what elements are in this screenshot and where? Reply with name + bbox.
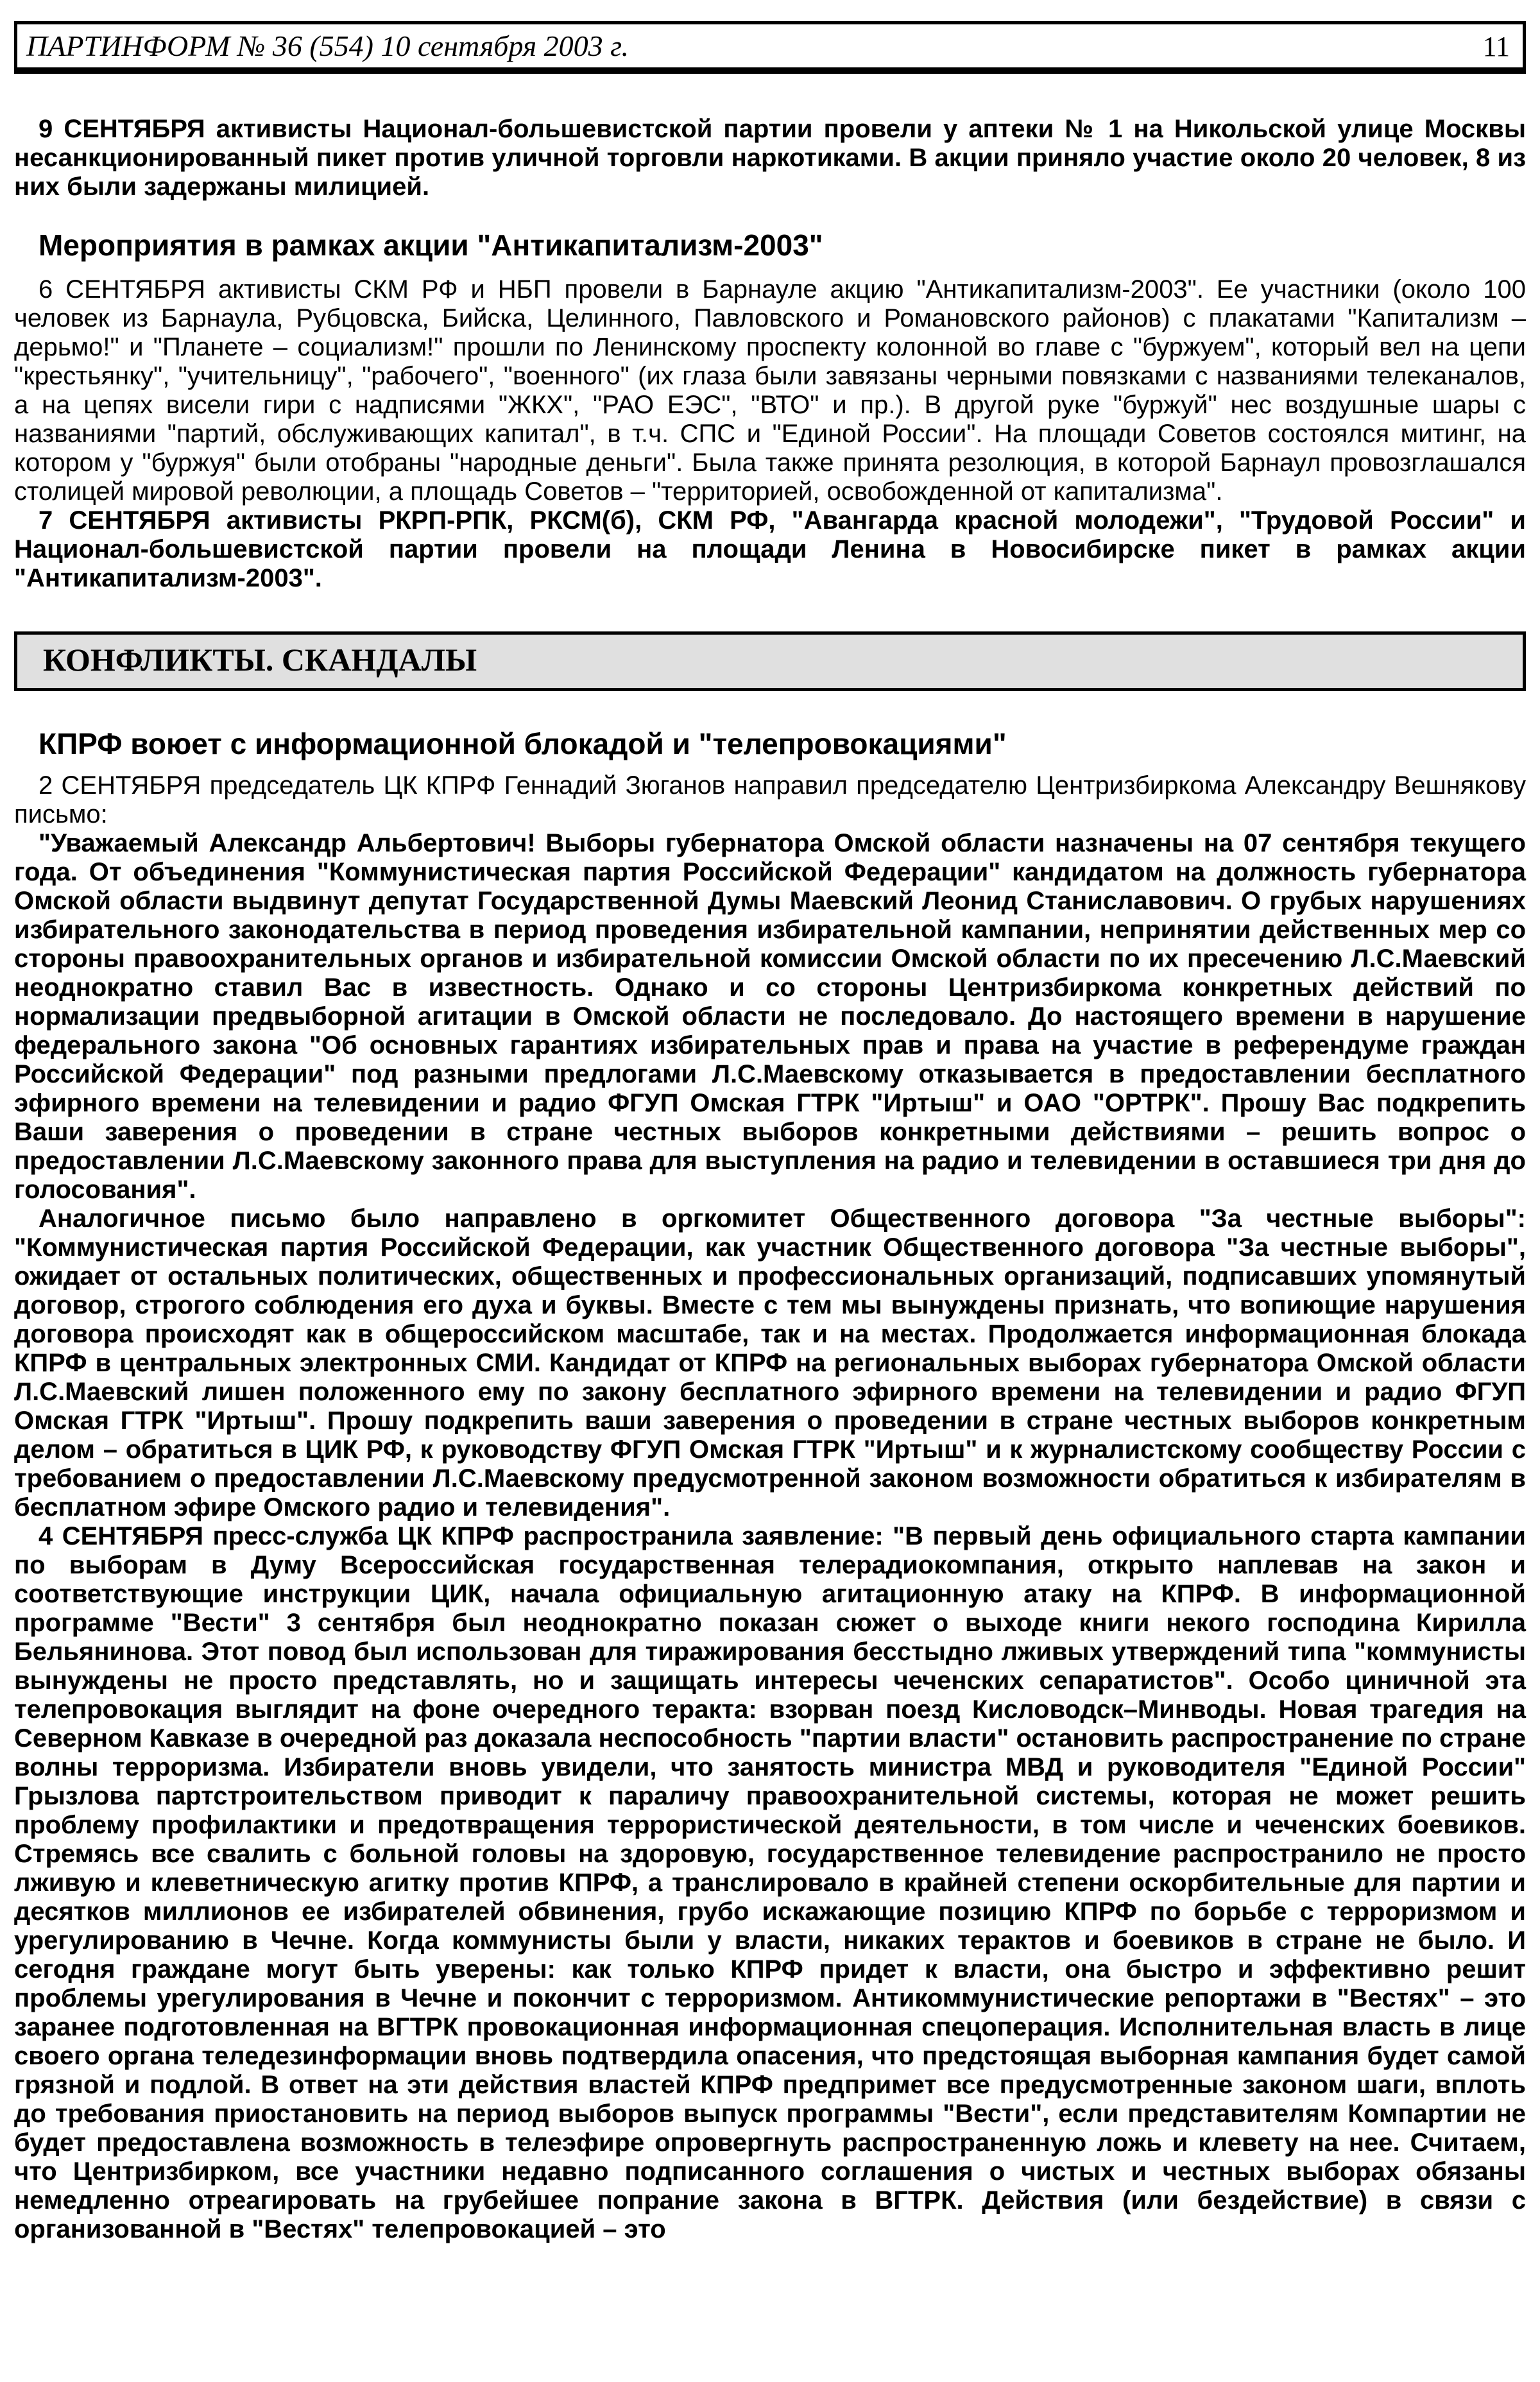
news-item-sep6: 6 СЕНТЯБРЯ активисты СКМ РФ и НБП провели в Барнауле акцию "Антикапитализм-2003". Ее участники (около 100 человек из Барнаула, Рубцовска, Бийска, Целинного, Павловского и Романовского районов) с плакатами "Капитализм – дерьмо!" и "Планете – социализм!" прошли по Ленинскому проспекту колонной во главе с "буржуем", который вел на цепи "крестьянку", "учительницу", "рабочего", "военного" (их глаза были завязаны черными повязками с названиями телеканалов, а на цепях висели гири с надписями "ЖКХ", "РАО ЕЭС", "ВТО" и пр.). В другой руке "буржуй" нес воздушные шары с названиями "партий, обслуживающих капитал", в т.ч. СПС и "Единой России". На площади Советов состоялся митинг, на котором у "буржуя" были отобраны "народные деньги". Была также принята резолюция, в которой Барнаул провозглашался столицей мировой революции, а площадь Советов – "территорией, освобожденной от капитализма". (14, 275, 1526, 506)
newsletter-title: ПАРТИНФОРМ № 36 (554) 10 сентября 2003 г. (26, 30, 629, 62)
news-item-sep7: 7 СЕНТЯБРЯ активисты РКРП-РПК, РКСМ(б), СКМ РФ, "Авангарда красной молодежи", "Трудовой России" и Национал-большевистской партии провели на площади Ленина в Новосибирске пикет в рамках акции "Антикапитализм-2003". (14, 506, 1526, 592)
news-item-sep2: 2 СЕНТЯБРЯ председатель ЦК КПРФ Геннадий Зюганов направил председателю Центризбиркома Александру Вешнякову письмо: (14, 771, 1526, 828)
page-header (14, 21, 1526, 74)
subsection-heading-kprf: КПРФ воюет с информационной блокадой и "телепровокациями" (38, 726, 1007, 760)
section-header-label: КОНФЛИКТЫ. СКАНДАЛЫ (43, 641, 477, 678)
news-item-sep9: 9 СЕНТЯБРЯ активисты Национал-большевистской партии провели у аптеки № 1 на Никольской улице Москвы несанкционированный пикет против уличной торговли наркотиками. В акции приняло участие около 20 человек, 8 из них были задержаны милицией. (14, 114, 1526, 201)
subsection-heading-anticapitalism: Мероприятия в рамках акции "Антикапитализм-2003" (38, 228, 823, 262)
page-number: 11 (1482, 31, 1510, 62)
open-letter-text: Аналогичное письмо было направлено в оргкомитет Общественного договора "За честные выборы": "Коммунистическая партия Российской Федерации, как участник Общественного договора "За честные выборы", ожидает от остальных политических, общественных и профессиональных организаций, подписавших упомянутый договор, строгого соблюдения его духа и буквы. Вместе с тем мы вынуждены признать, что вопиющие нарушения договора происходят как в общероссийском масштабе, так и на местах. Продолжается информационная блокада КПРФ в центральных электронных СМИ. Кандидат от КПРФ на региональных выборах губернатора Омской области Л.С.Маевский лишен положенного ему по закону бесплатного эфирного времени на телевидении и радио ФГУП Омская ГТРК "Иртыш". Прошу подкрепить ваши заверения о проведении в стране честных выборов конкретным делом – обратиться в ЦИК РФ, к руководству ФГУП Омская ГТРК "Иртыш" и к журналистскому сообществу России с требованием о предоставлении Л.С.Маевскому предусмотренной законом возможности обратиться к избирателям в бесплатном эфире Омского радио и телевидения". (14, 1204, 1526, 1521)
press-release-sep4-text: 4 СЕНТЯБРЯ пресс-служба ЦК КПРФ распространила заявление: "В первый день официального старта кампании по выборам в Думу Всероссийская государственная телерадиокомпания, открыто наплевав на закон и соответствующие инструкции ЦИК, начала официальную агитационную атаку на КПРФ. В информационной программе "Вести" 3 сентября был неоднократно показан сюжет о выходе книги некого господина Кирилла Бельянинова. Этот повод был использован для тиражирования бесстыдно лживых утверждений типа "коммунисты вынуждены не просто представлять, но и защищать интересы чеченских сепаратистов". Особо циничной эта телепровокация выглядит на фоне очередного теракта: взорван поезд Кисловодск–Минводы. Новая трагедия на Северном Кавказе в очередной раз доказала неспособность "партии власти" остановить распространение по стране волны терроризма. Избиратели вновь увидели, что занятость министра МВД и руководителя "Единой России" Грызлова партстроительством приводит к параличу правоохранительной системы, которая не может решить проблему профилактики и предотвращения террористической деятельности, в том числе и чеченских боевиков. Стремясь все свалить с больной головы на здоровую, государственное телевидение распространило не просто лживую и клеветническую агитку против КПРФ, а транслировало в крайней степени оскорбительные для партии и десятков миллионов ее избирателей обвинения, грубо искажающие позицию КПРФ по борьбе с терроризмом и урегулированию в Чечне. Когда коммунисты были у власти, никаких терактов и боевиков в стране не было. И сегодня граждане могут быть уверены: как только КПРФ придет к власти, она быстро и эффективно решит проблемы урегулирования в Чечне и покончит с терроризмом. Антикоммунистические репортажи в "Вестях" – это заранее подготовленная на ВГТРК провокационная информационная спецоперация. Исполнительная власть в лице своего органа теледезинформации вновь подтвердила опасения, что предстоящая выборная кампания будет самой грязной и подлой. В ответ на эти действия властей КПРФ предпримет все предусмотренные законом шаги, вплоть до требования приостановить на период выборов выпуск программы "Вести", если представителям Компартии не будет предоставлена возможность в телеэфире опровергнуть распространенную ложь и клевету на нее. Считаем, что Центризбирком, все участники недавно подписанного соглашения о чистых и честных выборах обязаны немедленно отреагировать на грубейшее попрание закона в ВГТРК. Действия (или бездействие) в связи с организованной в "Вестях" телепровокацией – это (14, 1521, 1526, 2243)
section-header-conflicts-scandals (14, 631, 1526, 691)
zyuganov-letter-text: "Уважаемый Александр Альбертович! Выборы губернатора Омской области назначены на 07 сентября текущего года. От объединения "Коммунистическая партия Российской Федерации" кандидатом на должность губернатора Омской области выдвинут депутат Государственной Думы Маевский Леонид Станиславович. О грубых нарушениях избирательного законодательства в период проведения избирательной кампании, непринятии действенных мер со стороны правоохранительных органов и избирательной комиссии Омской области по их пресечению Л.С.Маевский неоднократно ставил Вас в известность. Однако и со стороны Центризбиркома конкретных действий по нормализации предвыборной агитации в Омской области не последовало. До настоящего времени в нарушение федерального закона "Об основных гарантиях избирательных прав и права на участие в референдуме граждан Российской Федерации" под разными предлогами Л.С.Маевскому отказывается в предоставлении бесплатного эфирного времени на телевидении и радио ФГУП Омская ГТРК "Иртыш" и ОАО "ОРТРК". Прошу Вас подкрепить Ваши заверения о проведении в стране честных выборов конкретными действиями – решить вопрос о предоставлении Л.С.Маевскому законного права для выступления на радио и телевидении в оставшиеся три дня до голосования". (14, 828, 1526, 1204)
